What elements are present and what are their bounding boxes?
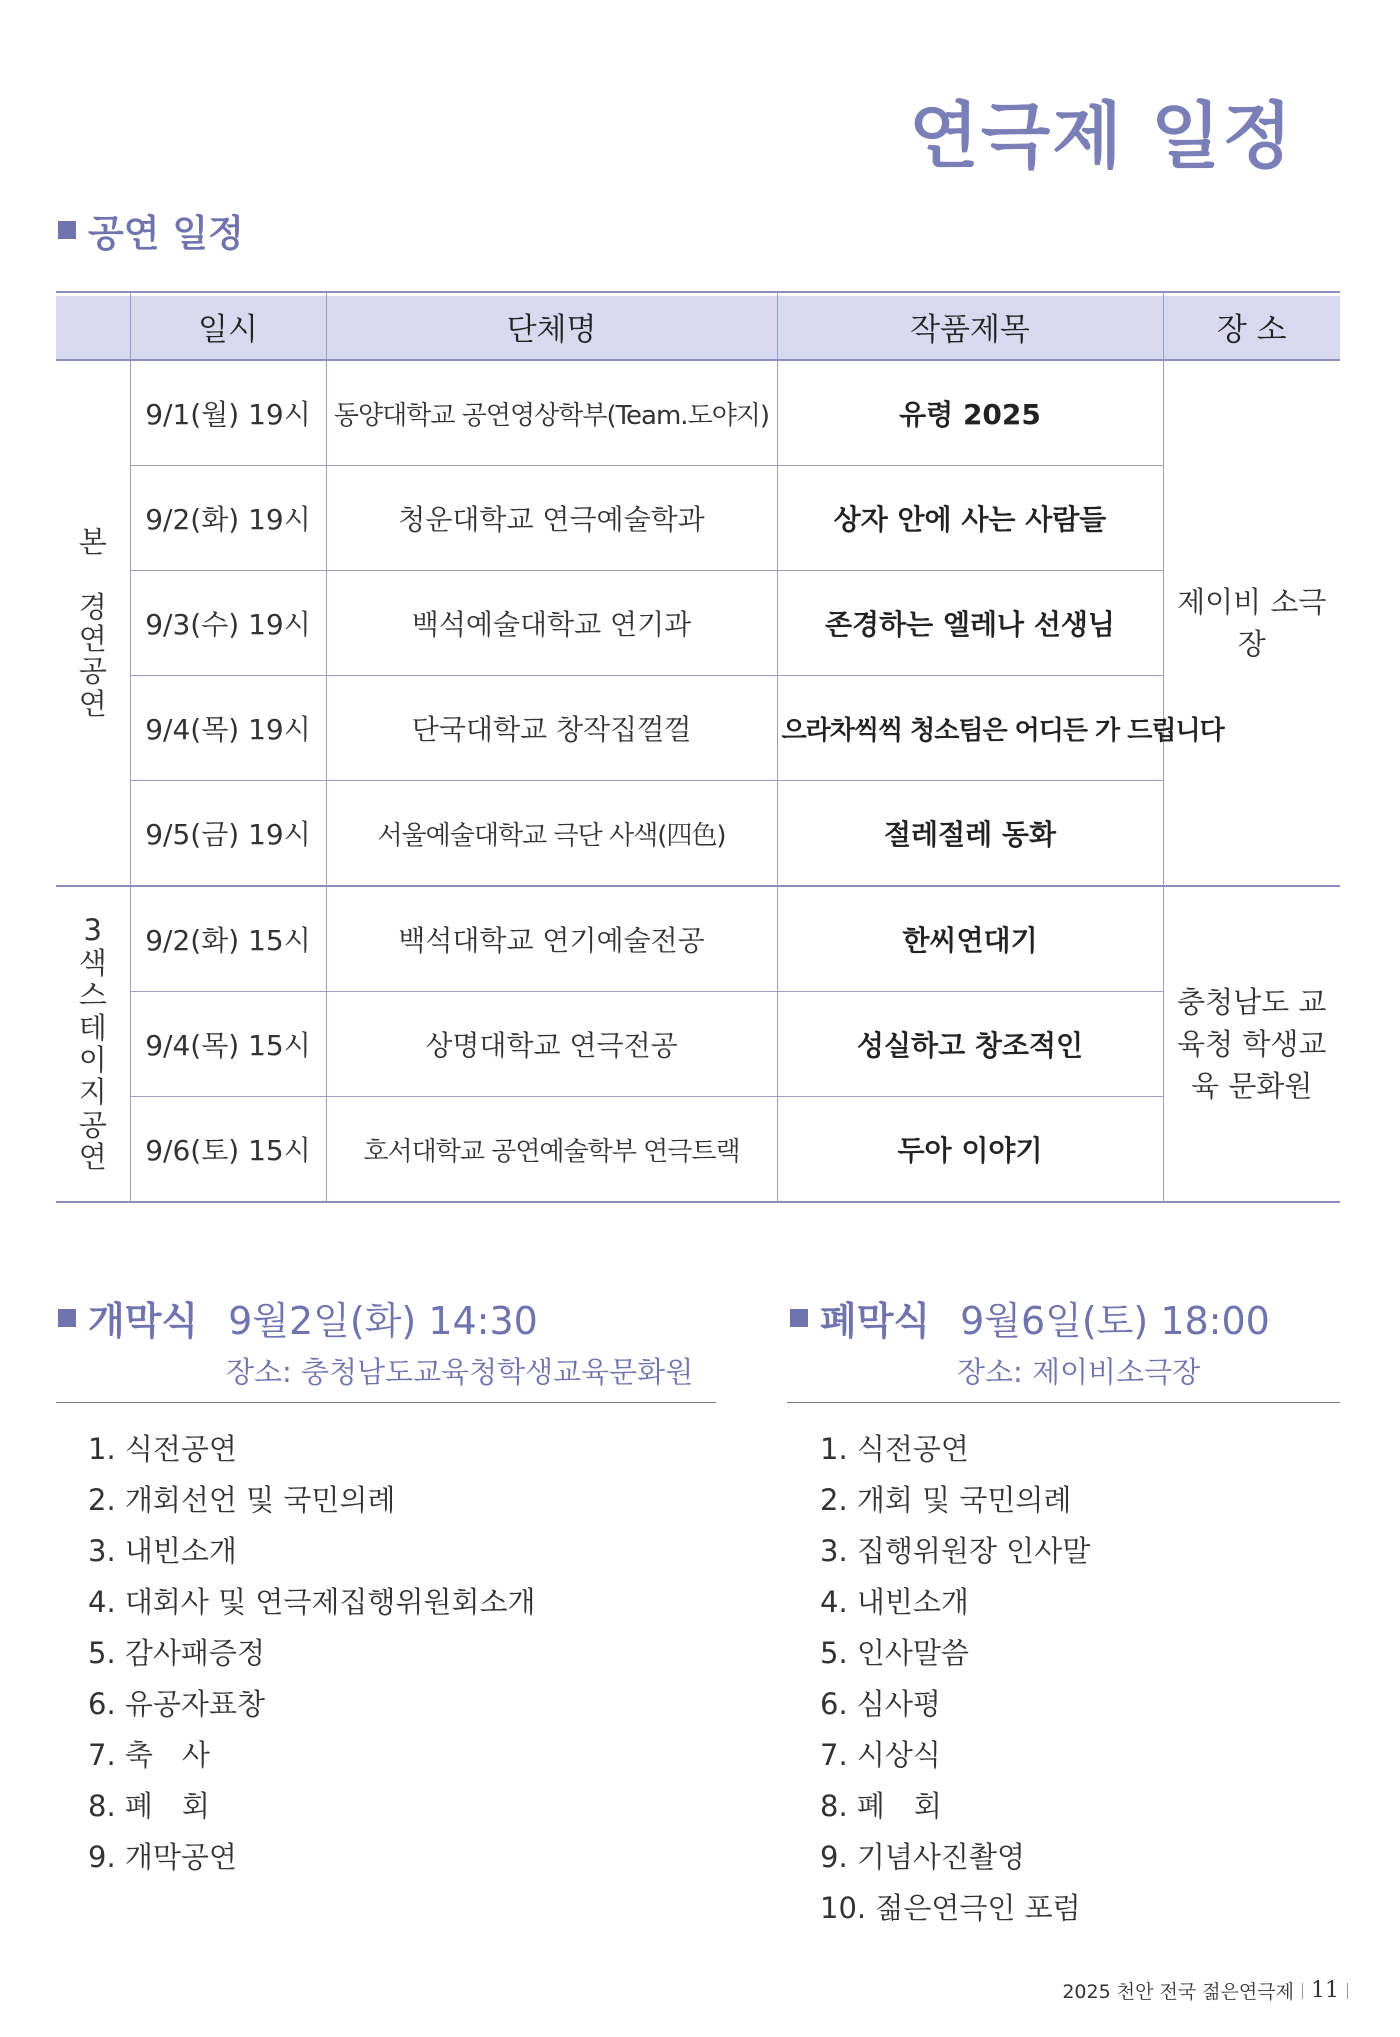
list-item: 3. 내빈소개 bbox=[88, 1534, 237, 1568]
opening-divider bbox=[56, 1402, 716, 1403]
page-number: 11 bbox=[1311, 1978, 1339, 2003]
section-heading bbox=[58, 203, 244, 257]
header-datetime: 일시 bbox=[130, 292, 326, 360]
venue-cell: 제이비 소극장 bbox=[1163, 360, 1340, 886]
square-bullet-icon bbox=[58, 1309, 76, 1327]
group-name-cell: 청운대학교 연극예술학과 bbox=[326, 466, 777, 571]
table-row bbox=[56, 1097, 1340, 1203]
list-item: 7. 시상식 bbox=[820, 1738, 941, 1772]
work-title-cell: 유령 2025 bbox=[777, 360, 1163, 466]
group-name-cell: 단국대학교 창작집껄껄 bbox=[326, 676, 777, 781]
opening-program-list bbox=[88, 1424, 536, 1883]
group-label-text: 3 색 스 테 이 지 공 연 bbox=[78, 913, 107, 1175]
list-item: 6. 심사평 bbox=[820, 1687, 941, 1721]
group-label bbox=[56, 360, 130, 886]
list-item: 4. 내빈소개 bbox=[820, 1585, 969, 1619]
datetime-cell: 9/6(토) 15시 bbox=[130, 1097, 326, 1203]
section-heading-label: 공연 일정 bbox=[88, 212, 244, 255]
work-title-cell: 한씨연대기 bbox=[777, 886, 1163, 992]
list-item: 9. 개막공연 bbox=[88, 1840, 237, 1874]
list-item: 10. 젊은연극인 포럼 bbox=[820, 1891, 1081, 1925]
header-title: 작품제목 bbox=[777, 292, 1163, 360]
datetime-cell: 9/4(목) 19시 bbox=[130, 676, 326, 781]
datetime-cell: 9/4(목) 15시 bbox=[130, 992, 326, 1097]
closing-label: 폐막식 bbox=[820, 1299, 931, 1343]
closing-program-list bbox=[820, 1424, 1090, 1934]
table-row bbox=[56, 781, 1340, 887]
page-footer bbox=[1062, 1977, 1356, 2004]
group-name-cell: 백석예술대학교 연기과 bbox=[326, 571, 777, 676]
datetime-cell: 9/2(화) 15시 bbox=[130, 886, 326, 992]
work-title-cell: 으라차씩씩 청소팀은 어디든 가 드립니다 bbox=[777, 676, 1163, 781]
opening-venue: 장소: 충청남도교육청학생교육문화원 bbox=[226, 1355, 694, 1389]
closing-datetime: 9월6일(토) 18:00 bbox=[960, 1299, 1270, 1343]
list-item: 2. 개회 및 국민의례 bbox=[820, 1483, 1072, 1517]
group-name-cell: 백석대학교 연기예술전공 bbox=[326, 886, 777, 992]
venue-cell: 충청남도 교육청 학생교육 문화원 bbox=[1163, 886, 1340, 1202]
group-name-cell: 동양대학교 공연영상학부(Team.도야지) bbox=[326, 360, 777, 466]
table-row bbox=[56, 676, 1340, 781]
header-blank bbox=[56, 292, 130, 360]
group-name-cell: 상명대학교 연극전공 bbox=[326, 992, 777, 1097]
work-title-cell: 상자 안에 사는 사람들 bbox=[777, 466, 1163, 571]
footer-text: 2025 천안 전국 젊은연극제 bbox=[1062, 1981, 1294, 2003]
list-item: 8. 폐 회 bbox=[88, 1789, 210, 1823]
list-item: 2. 개회선언 및 국민의례 bbox=[88, 1483, 396, 1517]
datetime-cell: 9/3(수) 19시 bbox=[130, 571, 326, 676]
work-title-cell: 절레절레 동화 bbox=[777, 781, 1163, 887]
list-item: 1. 식전공연 bbox=[88, 1432, 237, 1466]
opening-datetime: 9월2일(화) 14:30 bbox=[228, 1299, 538, 1343]
list-item: 8. 폐 회 bbox=[820, 1789, 942, 1823]
datetime-cell: 9/5(금) 19시 bbox=[130, 781, 326, 887]
opening-label: 개막식 bbox=[88, 1299, 199, 1343]
page-title: 연극제 일정 bbox=[909, 94, 1294, 178]
table-row bbox=[56, 466, 1340, 571]
work-title-cell: 두아 이야기 bbox=[777, 1097, 1163, 1203]
header-group: 단체명 bbox=[326, 292, 777, 360]
opening-heading bbox=[58, 1290, 538, 1345]
table-header-row bbox=[56, 292, 1340, 360]
datetime-cell: 9/2(화) 19시 bbox=[130, 466, 326, 571]
list-item: 3. 집행위원장 인사말 bbox=[820, 1534, 1091, 1568]
list-item: 7. 축 사 bbox=[88, 1738, 210, 1772]
list-item: 6. 유공자표창 bbox=[88, 1687, 265, 1721]
list-item: 1. 식전공연 bbox=[820, 1432, 969, 1466]
group-label bbox=[56, 886, 130, 1202]
table-row bbox=[56, 571, 1340, 676]
table-row bbox=[56, 886, 1340, 992]
work-title-cell: 성실하고 창조적인 bbox=[777, 992, 1163, 1097]
table-row bbox=[56, 992, 1340, 1097]
schedule-table bbox=[56, 291, 1340, 1203]
header-venue: 장 소 bbox=[1163, 292, 1340, 360]
closing-divider bbox=[787, 1402, 1340, 1403]
schedule-body bbox=[56, 360, 1340, 1202]
group-name-cell: 호서대학교 공연예술학부 연극트랙 bbox=[326, 1097, 777, 1203]
list-item: 5. 감사패증정 bbox=[88, 1636, 265, 1670]
square-bullet-icon bbox=[790, 1309, 808, 1327]
group-name-cell: 서울예술대학교 극단 사색(四色) bbox=[326, 781, 777, 887]
table-row bbox=[56, 360, 1340, 466]
square-bullet-icon bbox=[58, 221, 76, 239]
list-item: 9. 기념사진촬영 bbox=[820, 1840, 1025, 1874]
group-label-text: 본 경 연 공 연 bbox=[78, 524, 107, 721]
datetime-cell: 9/1(월) 19시 bbox=[130, 360, 326, 466]
closing-heading bbox=[790, 1290, 1270, 1345]
closing-venue: 장소: 제이비소극장 bbox=[957, 1355, 1201, 1389]
work-title-cell: 존경하는 엘레나 선생님 bbox=[777, 571, 1163, 676]
list-item: 4. 대회사 및 연극제집행위원회소개 bbox=[88, 1585, 536, 1619]
list-item: 5. 인사말씀 bbox=[820, 1636, 969, 1670]
